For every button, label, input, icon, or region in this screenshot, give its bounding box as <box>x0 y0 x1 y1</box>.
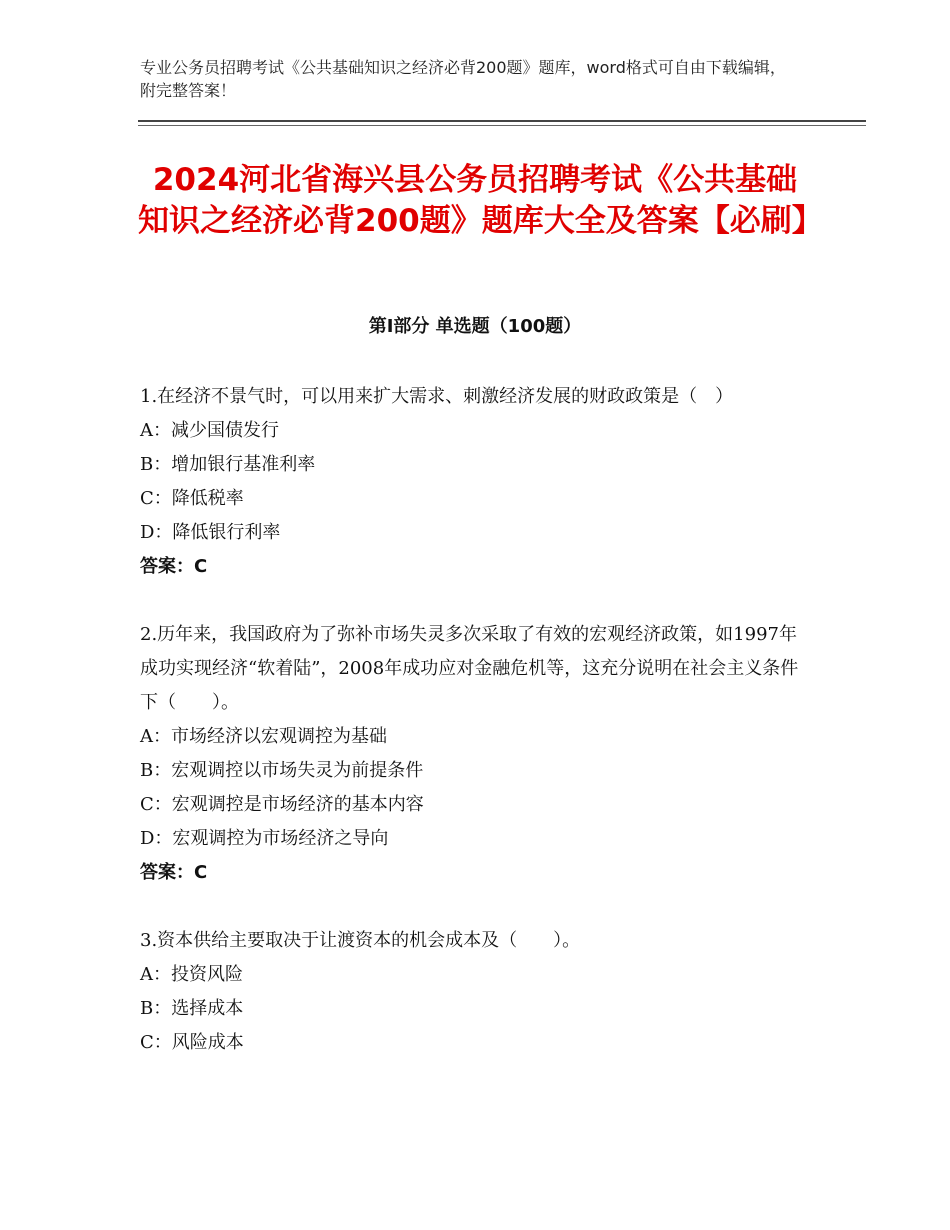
question-1 <box>140 380 800 584</box>
section-title: 第Ⅰ部分 单选题（100题） <box>368 316 582 337</box>
option-c: C：风险成本 <box>140 1032 244 1053</box>
question-stem: 3.资本供给主要取决于让渡资本的机会成本及（ ）。 <box>140 930 581 951</box>
option-a: A：市场经济以宏观调控为基础 <box>140 726 387 747</box>
question-3 <box>140 924 800 1060</box>
option-c: C：降低税率 <box>140 488 244 509</box>
question-spacer <box>140 584 800 618</box>
option-b: B：选择成本 <box>140 998 244 1019</box>
option-d: D：降低银行利率 <box>140 522 281 543</box>
option-b: B：增加银行基准利率 <box>140 454 316 475</box>
option-a: A：投资风险 <box>140 964 243 985</box>
header-note: 专业公务员招聘考试《公共基础知识之经济必背200题》题库，word格式可自由下载编辑，附完整答案！ <box>140 58 786 100</box>
option-b: B：宏观调控以市场失灵为前提条件 <box>140 760 424 781</box>
question-list <box>140 380 800 1060</box>
header-divider-thick <box>138 120 866 122</box>
document-title: 2024河北省海兴县公务员招聘考试《公共基础知识之经济必背200题》题库大全及答案【必刷】 <box>138 162 823 239</box>
question-2 <box>140 618 800 890</box>
answer: 答案：C <box>140 556 208 577</box>
question-spacer <box>140 890 800 924</box>
option-a: A：减少国债发行 <box>140 420 279 441</box>
answer: 答案：C <box>140 862 208 883</box>
header-divider-thin <box>138 125 866 126</box>
question-stem: 1.在经济不景气时，可以用来扩大需求、刺激经济发展的财政政策是（ ） <box>140 386 734 407</box>
question-stem: 2.历年来，我国政府为了弥补市场失灵多次采取了有效的宏观经济政策，如1997年成功实现经济“软着陆”，2008年成功应对金融危机等，这充分说明在社会主义条件下（ ）。 <box>140 624 799 713</box>
option-d: D：宏观调控为市场经济之导向 <box>140 828 389 849</box>
option-c: C：宏观调控是市场经济的基本内容 <box>140 794 424 815</box>
